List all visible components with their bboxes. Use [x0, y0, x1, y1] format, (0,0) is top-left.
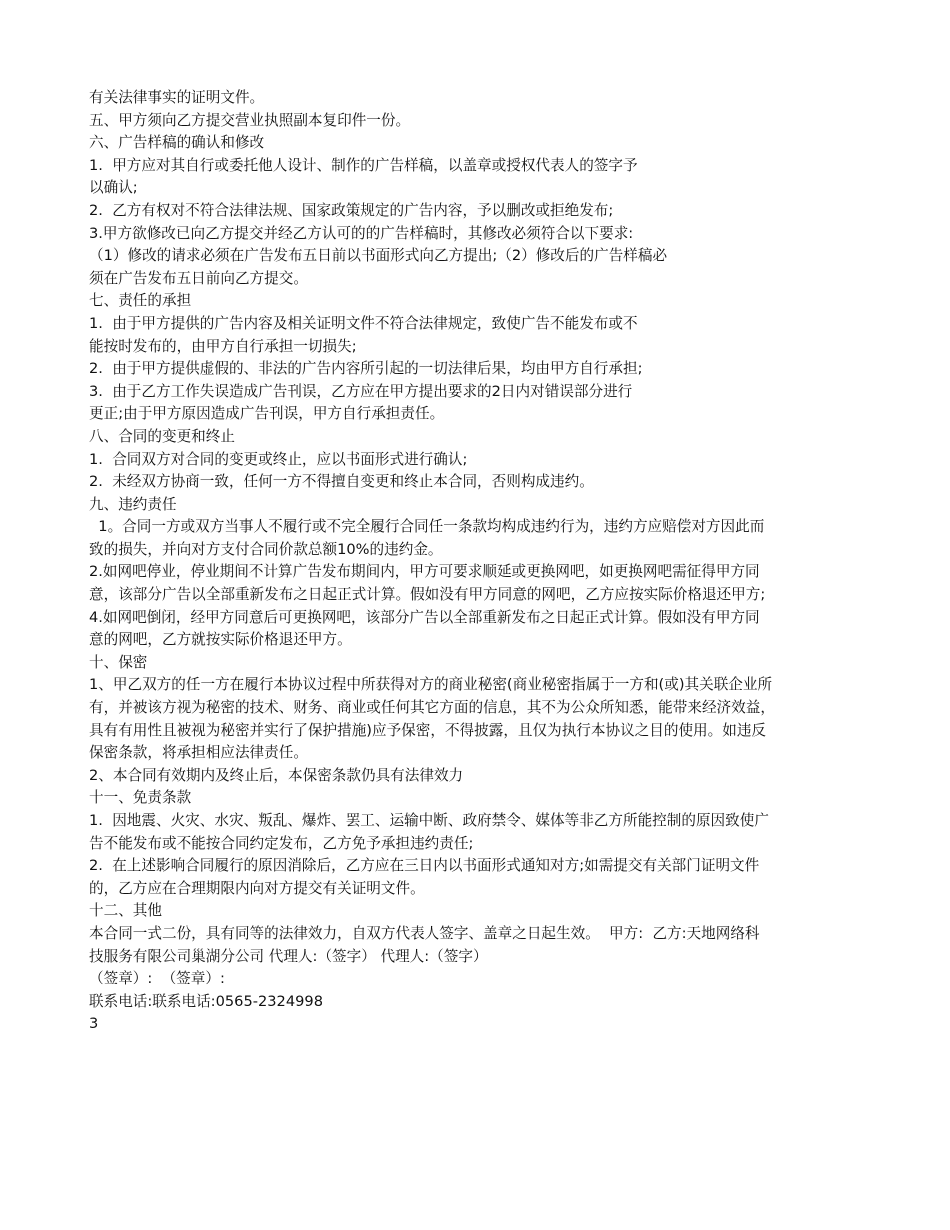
text-line: 致的损失，并向对方支付合同价款总额10%的违约金。: [89, 540, 443, 558]
text-line: 有关法律事实的证明文件。: [89, 89, 265, 106]
text-line: 2. 乙方有权对不符合法律法规、国家政策规定的广告内容，予以删改或拒绝发布;: [89, 201, 614, 219]
text-line: 七、责任的承担: [89, 292, 192, 310]
text-line: 更正;由于甲方原因造成广告刊误，甲方自行承担责任。: [89, 405, 445, 423]
text-line: 技服务有限公司巢湖分公司 代理人:（签字） 代理人:（签字）: [89, 947, 488, 965]
text-line: 1. 合同双方对合同的变更或终止，应以书面形式进行确认;: [89, 450, 468, 468]
text-line: 六、广告样稿的确认和修改: [89, 134, 265, 152]
text-line: 有，并被该方视为秘密的技术、财务、商业或任何其它方面的信息，其不为公众所知悉，能带来经济效益，: [89, 699, 775, 717]
text-line: 意，该部分广告以全部重新发布之日起正式计算。假如没有甲方同意的网吧，乙方应按实际价格退还甲方;: [89, 586, 766, 604]
text-line: 联系电话:联系电话:0565-2324998: [89, 992, 323, 1010]
text-line: （1）修改的请求必须在广告发布五日前以书面形式向乙方提出;（2）修改后的广告样稿必: [89, 247, 668, 265]
text-line: 十二、其他: [89, 902, 162, 920]
text-line: （签章）: （签章）:: [89, 970, 225, 988]
text-line: 五、甲方须向乙方提交营业执照副本复印件一份。: [89, 111, 411, 129]
text-line: 2. 由于甲方提供虚假的、非法的广告内容所引起的一切法律后果，均由甲方自行承担;: [89, 360, 643, 378]
text-line: 九、违约责任: [89, 495, 177, 513]
text-line: 2. 未经双方协商一致，任何一方不得擅自变更和终止本合同，否则构成违约。: [89, 473, 594, 491]
text-line: 3.甲方欲修改已向乙方提交并经乙方认可的的广告样稿时，其修改必须符合以下要求:: [89, 224, 634, 242]
text-line: 4.如网吧倒闭，经甲方同意后可更换网吧，该部分广告以全部重新发布之日起正式计算。假如没有甲方同: [89, 608, 760, 626]
text-line: 2.如网吧停业，停业期间不计算广告发布期间内，甲方可要求顺延或更换网吧，如更换网吧需征得甲方同: [89, 563, 760, 581]
text-line: 1. 由于甲方提供的广告内容及相关证明文件不符合法律规定，致使广告不能发布或不: [89, 314, 638, 332]
text-line: 十、保密: [89, 653, 148, 671]
text-line: 十一、免责条款: [89, 789, 192, 807]
text-line: 1。合同一方或双方当事人不履行或不完全履行合同任一条款均构成违约行为，违约方应赔偿对方因此而: [89, 518, 765, 536]
text-line: 保密条款，将承担相应法律责任。: [89, 744, 308, 762]
text-line: 须在广告发布五日前向乙方提交。: [89, 269, 308, 287]
text-line: 2. 在上述影响合同履行的原因消除后，乙方应在三日内以书面形式通知对方;如需提交有关部门证明文件: [89, 857, 760, 875]
text-line: 本合同一式二份，具有同等的法律效力，自双方代表人签字、盖章之日起生效。 甲方: 乙方:天地网络科: [89, 924, 760, 942]
text-line: 3: [89, 1015, 99, 1033]
text-line: 告不能发布或不能按合同约定发布，乙方免予承担违约责任;: [89, 834, 474, 852]
text-line: 意的网吧，乙方就按实际价格退还甲方。: [89, 631, 352, 649]
text-line: 能按时发布的，由甲方自行承担一切损失;: [89, 337, 357, 355]
text-line: 2、本合同有效期内及终止后，本保密条款仍具有法律效力: [89, 766, 464, 784]
text-line: 3. 由于乙方工作失误造成广告刊误，乙方应在甲方提出要求的2日内对错误部分进行: [89, 382, 633, 400]
text-line: 八、合同的变更和终止: [89, 427, 235, 445]
text-line: 1. 甲方应对其自行或委托他人设计、制作的广告样稿，以盖章或授权代表人的签字予: [89, 156, 638, 174]
text-line: 的，乙方应在合理期限内向对方提交有关证明文件。: [89, 879, 425, 897]
document-body: [89, 87, 869, 1036]
text-line: 1、甲乙双方的任一方在履行本协议过程中所获得对方的商业秘密(商业秘密指属于一方和(或)其关联企业所: [89, 676, 773, 694]
text-line: 具有有用性且被视为秘密并实行了保护措施)应予保密，不得披露，且仅为执行本协议之目的使用。如违反: [89, 721, 767, 739]
text-line: 以确认;: [89, 179, 138, 197]
text-line: 1. 因地震、火灾、水灾、叛乱、爆炸、罢工、运输中断、政府禁令、媒体等非乙方所能控制的原因致使广: [89, 812, 769, 829]
